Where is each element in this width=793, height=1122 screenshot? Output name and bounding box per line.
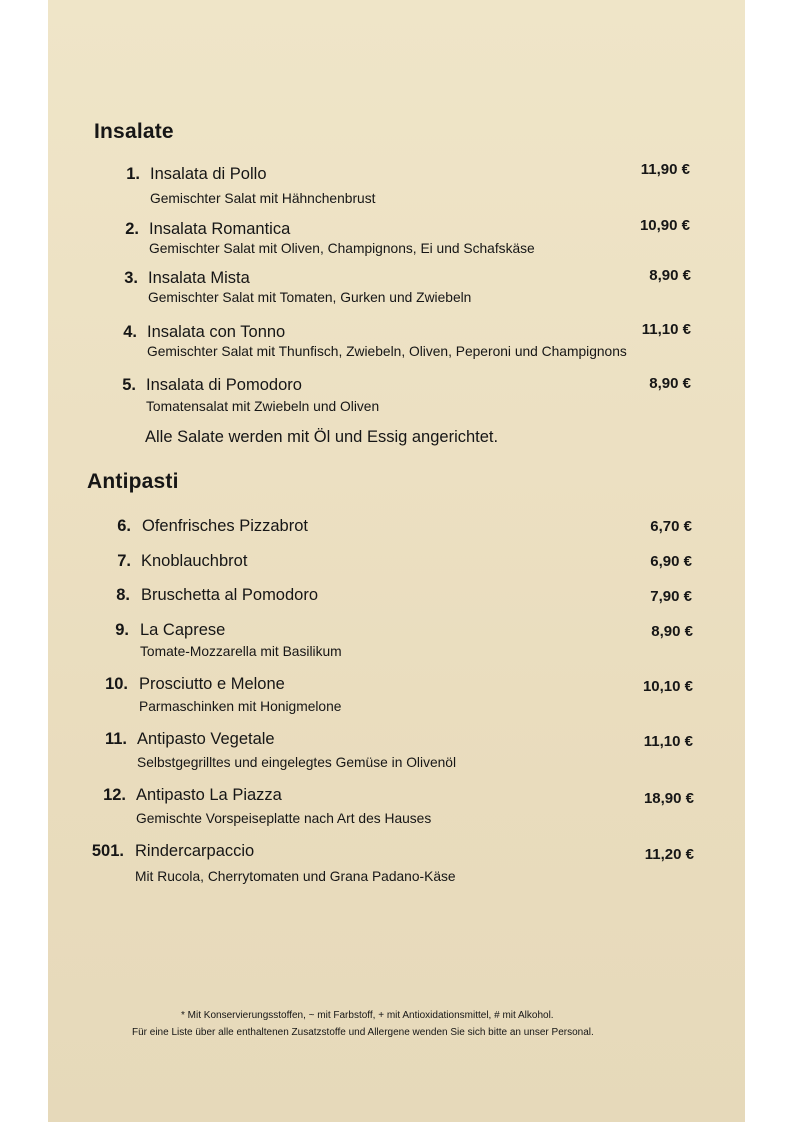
salad-note: Alle Salate werden mit Öl und Essig angerichtet. <box>145 428 499 446</box>
item-name: Insalata Romantica <box>149 220 291 238</box>
item-name: Insalata con Tonno <box>147 323 286 341</box>
item-name: Ofenfrisches Pizzabrot <box>142 517 308 535</box>
item-description: Gemischte Vorspeiseplatte nach Art des Hauses <box>136 811 432 826</box>
item-number: 9. <box>115 621 129 639</box>
item-description: Tomate-Mozzarella mit Basilikum <box>140 644 342 659</box>
item-name: Knoblauchbrot <box>141 552 248 570</box>
section-title-antipasti: Antipasti <box>87 470 179 493</box>
item-description: Parmaschinken mit Honigmelone <box>139 699 342 714</box>
item-number: 6. <box>117 517 131 535</box>
menu-page <box>48 0 745 1122</box>
item-number: 8. <box>116 586 130 604</box>
item-name: Antipasto La Piazza <box>136 786 282 804</box>
item-name: Insalata di Pollo <box>150 165 267 183</box>
item-price: 11,20 € <box>644 846 694 863</box>
item-price: 8,90 € <box>649 267 691 284</box>
item-price: 10,90 € <box>639 217 690 234</box>
item-number: 5. <box>122 376 136 394</box>
item-number: 7. <box>117 552 131 570</box>
item-name: Prosciutto e Melone <box>139 675 285 693</box>
item-number: 501. <box>91 842 124 860</box>
item-number: 11. <box>104 730 127 748</box>
item-description: Selbstgegrilltes und eingelegtes Gemüse in Olivenöl <box>137 755 457 770</box>
section-title-insalate: Insalate <box>94 120 174 143</box>
footer-allergen-note: Für eine Liste über alle enthaltenen Zusatzstoffe und Allergene wenden Sie sich bitte an unser Personal. <box>132 1027 594 1038</box>
item-description: Tomatensalat mit Zwiebeln und Oliven <box>146 399 380 414</box>
footer-additives-legend: * Mit Konservierungsstoffen, ~ mit Farbstoff, + mit Antioxidationsmittel, # mit Alkohol. <box>181 1010 554 1021</box>
item-number: 4. <box>123 323 137 341</box>
item-price: 8,90 € <box>651 623 693 640</box>
item-description: Mit Rucola, Cherrytomaten und Grana Padano-Käse <box>135 869 456 884</box>
item-name: Antipasto Vegetale <box>137 730 275 748</box>
item-number: 10. <box>105 675 128 693</box>
item-price: 7,90 € <box>650 588 692 605</box>
item-price: 11,10 € <box>643 733 693 750</box>
item-number: 2. <box>125 220 139 238</box>
item-number: 1. <box>126 165 140 183</box>
item-name: Bruschetta al Pomodoro <box>141 586 319 604</box>
item-price: 11,90 € <box>640 161 690 178</box>
item-description: Gemischter Salat mit Thunfisch, Zwiebeln, Oliven, Peperoni und Champignons <box>147 344 627 359</box>
item-price: 8,90 € <box>649 375 691 392</box>
item-price: 10,10 € <box>642 678 693 695</box>
item-description: Gemischter Salat mit Hähnchenbrust <box>150 191 376 206</box>
item-number: 3. <box>124 269 138 287</box>
item-description: Gemischter Salat mit Tomaten, Gurken und Zwiebeln <box>148 290 472 305</box>
item-price: 6,70 € <box>650 518 692 535</box>
item-price: 11,10 € <box>641 321 691 338</box>
item-name: Insalata Mista <box>148 269 250 287</box>
item-description: Gemischter Salat mit Oliven, Champignons, Ei und Schafskäse <box>149 241 535 256</box>
item-price: 18,90 € <box>643 790 694 807</box>
item-name: Insalata di Pomodoro <box>146 376 302 394</box>
item-number: 12. <box>103 786 126 804</box>
item-name: Rindercarpaccio <box>135 842 255 860</box>
item-name: La Caprese <box>140 621 226 639</box>
item-price: 6,90 € <box>650 553 692 570</box>
